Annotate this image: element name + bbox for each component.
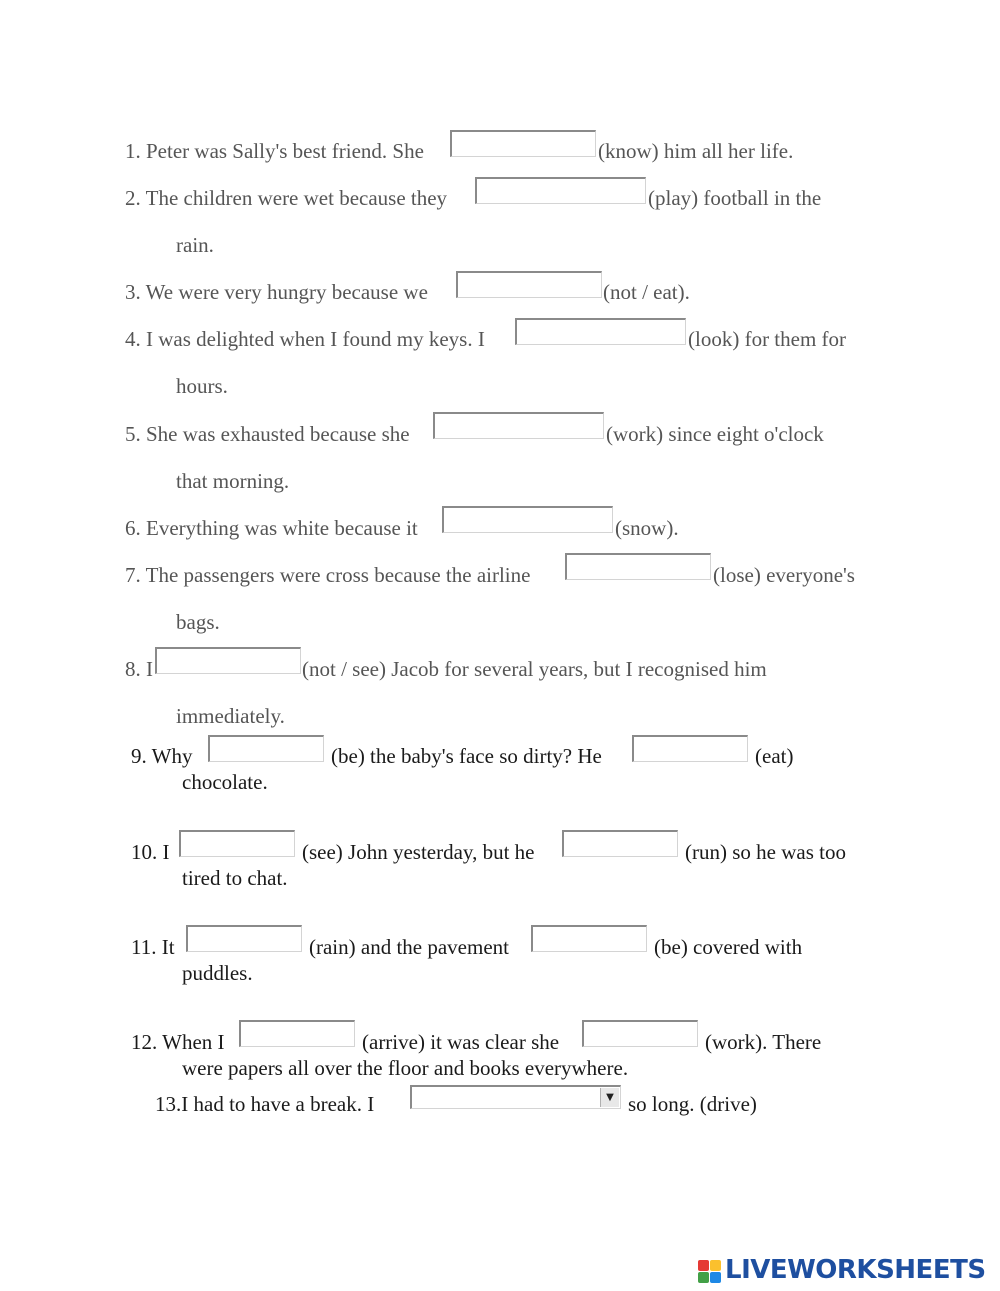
item-number: 10. (131, 840, 158, 864)
item-12-text (131, 1030, 225, 1054)
answer-input-10b[interactable] (562, 830, 678, 857)
item-text-before: We were very hungry because we (145, 280, 428, 304)
item-text-a: Why (151, 744, 193, 768)
item-text-before: Everything was white because it (146, 516, 418, 540)
item-12-continuation: were papers all over the floor and books everywhere. (182, 1056, 629, 1080)
item-text-a: When I (162, 1030, 225, 1054)
item-text-before: I was delighted when I found my keys. I (146, 327, 485, 351)
item-6-after: (snow). (615, 516, 679, 540)
item-text-before: I (146, 657, 153, 681)
item-11-c: (be) covered with (654, 935, 803, 959)
answer-input-10a[interactable] (179, 830, 295, 857)
answer-input-6[interactable] (442, 506, 613, 533)
answer-input-2[interactable] (475, 177, 646, 204)
item-number: 5. (125, 422, 141, 446)
item-4-text (125, 327, 485, 351)
item-text-a: I (162, 840, 170, 864)
item-10-text (131, 840, 170, 864)
item-10-continuation: tired to chat. (182, 866, 288, 890)
item-8-text (125, 657, 153, 681)
chevron-down-icon[interactable]: ▼ (600, 1088, 619, 1107)
item-8-continuation: immediately. (176, 704, 285, 728)
answer-input-12b[interactable] (582, 1020, 698, 1047)
liveworksheets-logo-icon (698, 1260, 722, 1284)
answer-input-12a[interactable] (239, 1020, 355, 1047)
item-10-c: (run) so he was too (685, 840, 846, 864)
item-5-after: (work) since eight o'clock (606, 422, 824, 446)
item-number: 9. (131, 744, 147, 768)
item-7-continuation: bags. (176, 610, 220, 634)
item-number: 1. (125, 139, 141, 163)
item-6-text (125, 516, 418, 540)
item-4-after: (look) for them for (688, 327, 847, 351)
item-3-text (125, 280, 428, 304)
item-2-text (125, 186, 447, 210)
item-text-before: Peter was Sally's best friend. She (146, 139, 424, 163)
item-5-text (125, 422, 410, 446)
brand-name: LIVEWORKSHEETS (725, 1255, 986, 1285)
item-text-before: The children were wet because they (145, 186, 448, 210)
item-13-b: so long. (drive) (628, 1092, 757, 1116)
item-number: 2. (125, 186, 141, 210)
logo-cell-icon (698, 1260, 709, 1271)
item-7-after: (lose) everyone's (713, 563, 855, 587)
item-number: 12. (131, 1030, 158, 1054)
item-4-continuation: hours. (176, 374, 228, 398)
answer-input-9b[interactable] (632, 735, 748, 762)
item-2-continuation: rain. (176, 233, 214, 257)
logo-cell-icon (710, 1260, 721, 1271)
item-9-b: (be) the baby's face so dirty? He (331, 744, 602, 768)
item-number: 4. (125, 327, 141, 351)
item-12-b: (arrive) it was clear she (362, 1030, 560, 1054)
item-13-text (155, 1092, 374, 1116)
item-text-before: The passengers were cross because the airline (145, 563, 531, 587)
answer-input-3[interactable] (456, 271, 602, 298)
item-text-before: She was exhausted because she (146, 422, 410, 446)
item-text-a: I had to have a break. I (181, 1092, 375, 1116)
answer-input-4[interactable] (515, 318, 686, 345)
item-9-text (131, 744, 192, 768)
item-1-text (125, 139, 424, 163)
item-number: 6. (125, 516, 141, 540)
item-number: 13. (155, 1092, 182, 1116)
item-8-after: (not / see) Jacob for several years, but I recognised him (302, 657, 767, 681)
answer-select-13[interactable] (410, 1085, 621, 1109)
item-number: 7. (125, 563, 141, 587)
item-9-continuation: chocolate. (182, 770, 268, 794)
item-12-c: (work). There (705, 1030, 822, 1054)
answer-input-7[interactable] (565, 553, 711, 580)
item-10-b: (see) John yesterday, but he (302, 840, 535, 864)
item-11-text (131, 935, 175, 959)
answer-input-11b[interactable] (531, 925, 647, 952)
item-2-after: (play) football in the (648, 186, 822, 210)
answer-input-5[interactable] (433, 412, 604, 439)
item-text-a: It (161, 935, 175, 959)
logo-cell-icon (710, 1272, 721, 1283)
item-11-continuation: puddles. (182, 961, 253, 985)
item-5-continuation: that morning. (176, 469, 290, 493)
item-1-after: (know) him all her life. (598, 139, 794, 163)
answer-input-9a[interactable] (208, 735, 324, 762)
item-7-text (125, 563, 530, 587)
item-11-b: (rain) and the pavement (309, 935, 509, 959)
item-9-c: (eat) (755, 744, 794, 768)
item-number: 11. (131, 935, 157, 959)
item-3-after: (not / eat). (603, 280, 690, 304)
item-number: 8. (125, 657, 141, 681)
answer-input-1[interactable] (450, 130, 596, 157)
logo-cell-icon (698, 1272, 709, 1283)
answer-input-11a[interactable] (186, 925, 302, 952)
item-number: 3. (125, 280, 141, 304)
answer-input-8[interactable] (155, 647, 301, 674)
